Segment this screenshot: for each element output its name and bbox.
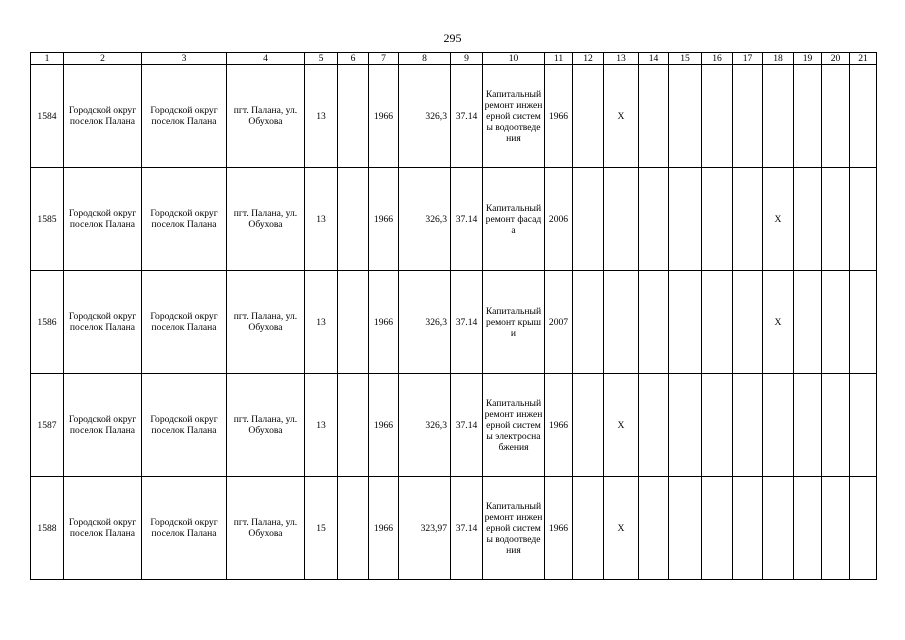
column-number-row — [31, 53, 877, 65]
address-cell: пгт. Палана, ул. Обухова — [227, 168, 305, 271]
column-15-cell — [669, 271, 702, 374]
column-21-cell — [850, 65, 877, 168]
mark-column-18-cell — [763, 65, 794, 168]
municipality-cell: Городской округ поселок Палана — [64, 271, 142, 374]
column-12-cell — [573, 271, 604, 374]
column-12-cell — [573, 168, 604, 271]
column-21-cell — [850, 374, 877, 477]
value-cell: 37.14 — [451, 168, 483, 271]
column-19-cell — [794, 65, 822, 168]
record-number-cell: 1587 — [31, 374, 64, 477]
column-19-cell — [794, 477, 822, 580]
value-cell: 37.14 — [451, 477, 483, 580]
column-number-21: 21 — [850, 53, 877, 65]
house-number-cell: 13 — [305, 271, 338, 374]
column-20-cell — [822, 477, 850, 580]
house-number-cell: 13 — [305, 65, 338, 168]
column-15-cell — [669, 65, 702, 168]
area-cell: 326,3 — [399, 168, 451, 271]
address-cell: пгт. Палана, ул. Обухова — [227, 271, 305, 374]
column-19-cell — [794, 271, 822, 374]
column-21-cell — [850, 477, 877, 580]
work-type-cell: Капитальный ремонт инженерной системы электроснабжения — [483, 374, 545, 477]
build-year-cell: 1966 — [369, 65, 399, 168]
work-type-cell: Капитальный ремонт инженерной системы водоотведения — [483, 477, 545, 580]
column-21-cell — [850, 271, 877, 374]
column-14-cell — [639, 168, 669, 271]
value-cell: 37.14 — [451, 271, 483, 374]
table-row — [31, 168, 877, 271]
column-number-8: 8 — [399, 53, 451, 65]
settlement-cell: Городской округ поселок Палана — [142, 374, 227, 477]
column-14-cell — [639, 271, 669, 374]
column-16-cell — [702, 168, 733, 271]
mark-column-13-cell: X — [604, 477, 639, 580]
column-number-18: 18 — [763, 53, 794, 65]
column-number-7: 7 — [369, 53, 399, 65]
column-14-cell — [639, 477, 669, 580]
column-number-4: 4 — [227, 53, 305, 65]
column-17-cell — [733, 477, 763, 580]
column-number-15: 15 — [669, 53, 702, 65]
column-20-cell — [822, 271, 850, 374]
municipality-cell: Городской округ поселок Палана — [64, 168, 142, 271]
area-cell: 323,97 — [399, 477, 451, 580]
column-number-17: 17 — [733, 53, 763, 65]
column-16-cell — [702, 65, 733, 168]
column-number-11: 11 — [545, 53, 573, 65]
address-cell: пгт. Палана, ул. Обухова — [227, 65, 305, 168]
mark-column-13-cell — [604, 271, 639, 374]
column-15-cell — [669, 168, 702, 271]
municipality-cell: Городской округ поселок Палана — [64, 477, 142, 580]
column-21-cell — [850, 168, 877, 271]
mark-column-13-cell — [604, 168, 639, 271]
last-repair-year-cell: 1966 — [545, 477, 573, 580]
column-16-cell — [702, 374, 733, 477]
build-year-cell: 1966 — [369, 374, 399, 477]
column-17-cell — [733, 168, 763, 271]
column-20-cell — [822, 374, 850, 477]
table-row — [31, 271, 877, 374]
column-number-10: 10 — [483, 53, 545, 65]
value-cell: 37.14 — [451, 374, 483, 477]
last-repair-year-cell: 2007 — [545, 271, 573, 374]
municipality-cell: Городской округ поселок Палана — [64, 65, 142, 168]
column-number-12: 12 — [573, 53, 604, 65]
page-number: 295 — [443, 31, 462, 45]
column-16-cell — [702, 477, 733, 580]
record-number-cell: 1586 — [31, 271, 64, 374]
column-17-cell — [733, 374, 763, 477]
work-type-cell: Капитальный ремонт крыши — [483, 271, 545, 374]
column-15-cell — [669, 477, 702, 580]
column-12-cell — [573, 374, 604, 477]
column-6-cell — [338, 477, 369, 580]
column-6-cell — [338, 374, 369, 477]
address-cell: пгт. Палана, ул. Обухова — [227, 374, 305, 477]
column-number-20: 20 — [822, 53, 850, 65]
house-number-cell: 13 — [305, 168, 338, 271]
settlement-cell: Городской округ поселок Палана — [142, 168, 227, 271]
record-number-cell: 1588 — [31, 477, 64, 580]
settlement-cell: Городской округ поселок Палана — [142, 271, 227, 374]
table-row — [31, 65, 877, 168]
mark-column-13-cell: X — [604, 374, 639, 477]
column-number-13: 13 — [604, 53, 639, 65]
last-repair-year-cell: 2006 — [545, 168, 573, 271]
work-type-cell: Капитальный ремонт инженерной системы водоотведения — [483, 65, 545, 168]
column-number-9: 9 — [451, 53, 483, 65]
column-17-cell — [733, 271, 763, 374]
column-19-cell — [794, 168, 822, 271]
mark-column-18-cell — [763, 374, 794, 477]
area-cell: 326,3 — [399, 271, 451, 374]
column-14-cell — [639, 65, 669, 168]
mark-column-13-cell: X — [604, 65, 639, 168]
column-6-cell — [338, 65, 369, 168]
house-number-cell: 15 — [305, 477, 338, 580]
last-repair-year-cell: 1966 — [545, 65, 573, 168]
house-number-cell: 13 — [305, 374, 338, 477]
work-type-cell: Капитальный ремонт фасада — [483, 168, 545, 271]
column-19-cell — [794, 374, 822, 477]
column-20-cell — [822, 65, 850, 168]
column-12-cell — [573, 477, 604, 580]
column-14-cell — [639, 374, 669, 477]
settlement-cell: Городской округ поселок Палана — [142, 477, 227, 580]
column-number-6: 6 — [338, 53, 369, 65]
column-20-cell — [822, 168, 850, 271]
register-table — [30, 52, 877, 580]
column-number-19: 19 — [794, 53, 822, 65]
build-year-cell: 1966 — [369, 477, 399, 580]
table-row — [31, 477, 877, 580]
column-12-cell — [573, 65, 604, 168]
column-15-cell — [669, 374, 702, 477]
column-number-1: 1 — [31, 53, 64, 65]
column-6-cell — [338, 271, 369, 374]
area-cell: 326,3 — [399, 374, 451, 477]
address-cell: пгт. Палана, ул. Обухова — [227, 477, 305, 580]
municipality-cell: Городской округ поселок Палана — [64, 374, 142, 477]
mark-column-18-cell: X — [763, 168, 794, 271]
value-cell: 37.14 — [451, 65, 483, 168]
record-number-cell: 1584 — [31, 65, 64, 168]
column-number-5: 5 — [305, 53, 338, 65]
record-number-cell: 1585 — [31, 168, 64, 271]
mark-column-18-cell — [763, 477, 794, 580]
table-row — [31, 374, 877, 477]
mark-column-18-cell: X — [763, 271, 794, 374]
column-16-cell — [702, 271, 733, 374]
area-cell: 326,3 — [399, 65, 451, 168]
settlement-cell: Городской округ поселок Палана — [142, 65, 227, 168]
build-year-cell: 1966 — [369, 271, 399, 374]
column-number-16: 16 — [702, 53, 733, 65]
column-6-cell — [338, 168, 369, 271]
column-number-2: 2 — [64, 53, 142, 65]
column-17-cell — [733, 65, 763, 168]
last-repair-year-cell: 1966 — [545, 374, 573, 477]
column-number-3: 3 — [142, 53, 227, 65]
build-year-cell: 1966 — [369, 168, 399, 271]
column-number-14: 14 — [639, 53, 669, 65]
